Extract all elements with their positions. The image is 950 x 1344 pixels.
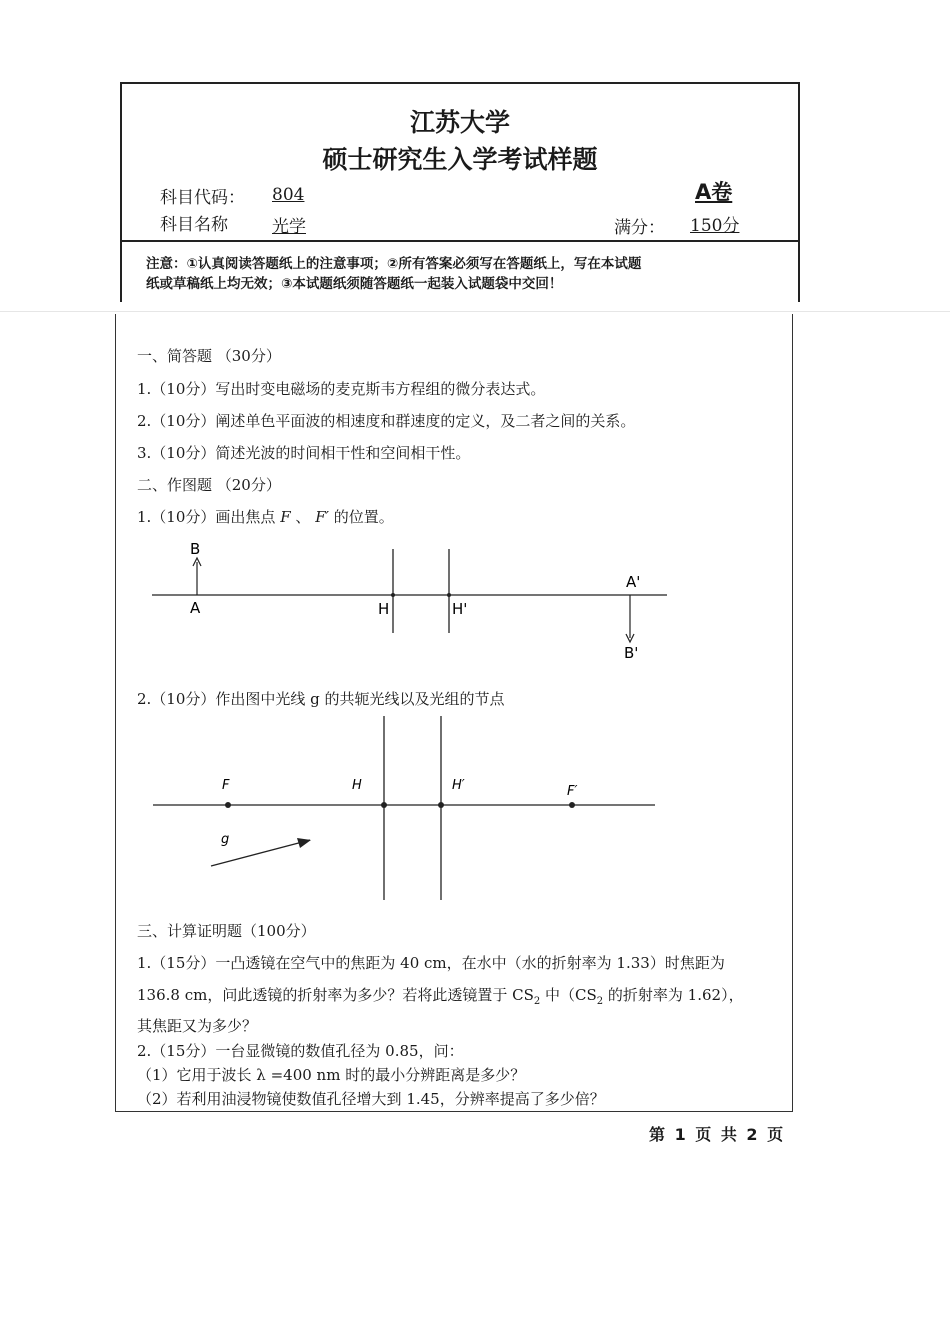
section-1-title: 一、简答题 （30分） <box>137 347 281 365</box>
label-a-prime: A' <box>626 573 641 591</box>
subject-name-label: 科目名称 <box>160 215 228 235</box>
point-f-prime <box>569 802 575 808</box>
subject-code-value: 804 <box>272 185 305 205</box>
question-2-1: 1.（10分）画出焦点 F 、 F′ 的位置。 <box>137 508 394 526</box>
subject-name-value: 光学 <box>272 217 306 237</box>
point-h-prime-2 <box>438 802 444 808</box>
point-f <box>225 802 231 808</box>
question-3-2-line-2: （1）它用于波长 λ =400 nm 时的最小分辨距离是多少？ <box>137 1066 526 1084</box>
question-3-1-line-3: 其焦距又为多少？ <box>137 1017 258 1035</box>
label-h-prime: H' <box>452 600 468 618</box>
subject-code-label: 科目代码： <box>160 188 245 208</box>
question-1-2: 2.（10分）阐述单色平面波的相速度和群速度的定义，及二者之间的关系。 <box>137 412 636 430</box>
label-b: B <box>190 540 201 558</box>
question-1-1: 1.（10分）写出时变电磁场的麦克斯韦方程组的微分表达式。 <box>137 380 546 398</box>
question-3-2-line-1: 2.（15分）一台显微镜的数值孔径为 0.85，问： <box>137 1042 464 1060</box>
question-3-1-line-2: 136.8 cm，问此透镜的折射率为多少？若将此透镜置于 $CS_2$ 中（$CS_2$ 的折射率为 1.62）， <box>137 986 744 1007</box>
label-f: F <box>222 778 230 793</box>
paper-version: A卷 <box>695 180 733 204</box>
point-h-2 <box>381 802 387 808</box>
notice-line-1: 注意：①认真阅读答题纸上的注意事项；②所有答案必须写在答题纸上，写在本试题 <box>146 256 642 272</box>
question-3-1-line-1: 1.（15分）一凸透镜在空气中的焦距为 40 cm，在水中（水的折射率为 1.33）时焦距为 <box>137 954 725 972</box>
section-2-title: 二、作图题 （20分） <box>137 476 281 494</box>
question-3-2-line-3: （2）若利用油浸物镜使数值孔径增大到 1.45，分辨率提高了多少倍？ <box>137 1090 605 1108</box>
label-b-prime: B' <box>624 644 639 662</box>
question-1-3: 3.（10分）简述光波的时间相干性和空间相干性。 <box>137 444 471 462</box>
page-number: 第 1 页 共 2 页 <box>649 1125 786 1144</box>
label-h: H <box>378 600 390 618</box>
label-h-2: H <box>352 778 362 793</box>
full-score-value: 150分 <box>690 216 740 236</box>
label-h-prime-2: H′ <box>452 778 465 793</box>
label-a: A <box>190 599 201 617</box>
question-2-2: 2.（10分）作出图中光线 g 的共轭光线以及光组的节点 <box>137 690 505 708</box>
notice-line-2: 纸或草稿纸上均无效；③本试题纸须随答题纸一起装入试题袋中交回！ <box>146 276 563 292</box>
label-g: g <box>221 832 230 847</box>
university-name: 江苏大学 <box>409 108 510 137</box>
section-3-title: 三、计算证明题（100分） <box>137 922 316 940</box>
label-f-prime: F′ <box>567 784 578 799</box>
full-score-label: 满分： <box>614 218 665 238</box>
exam-title: 硕士研究生入学考试样题 <box>322 145 598 174</box>
ray-g-arrowhead <box>297 838 311 848</box>
